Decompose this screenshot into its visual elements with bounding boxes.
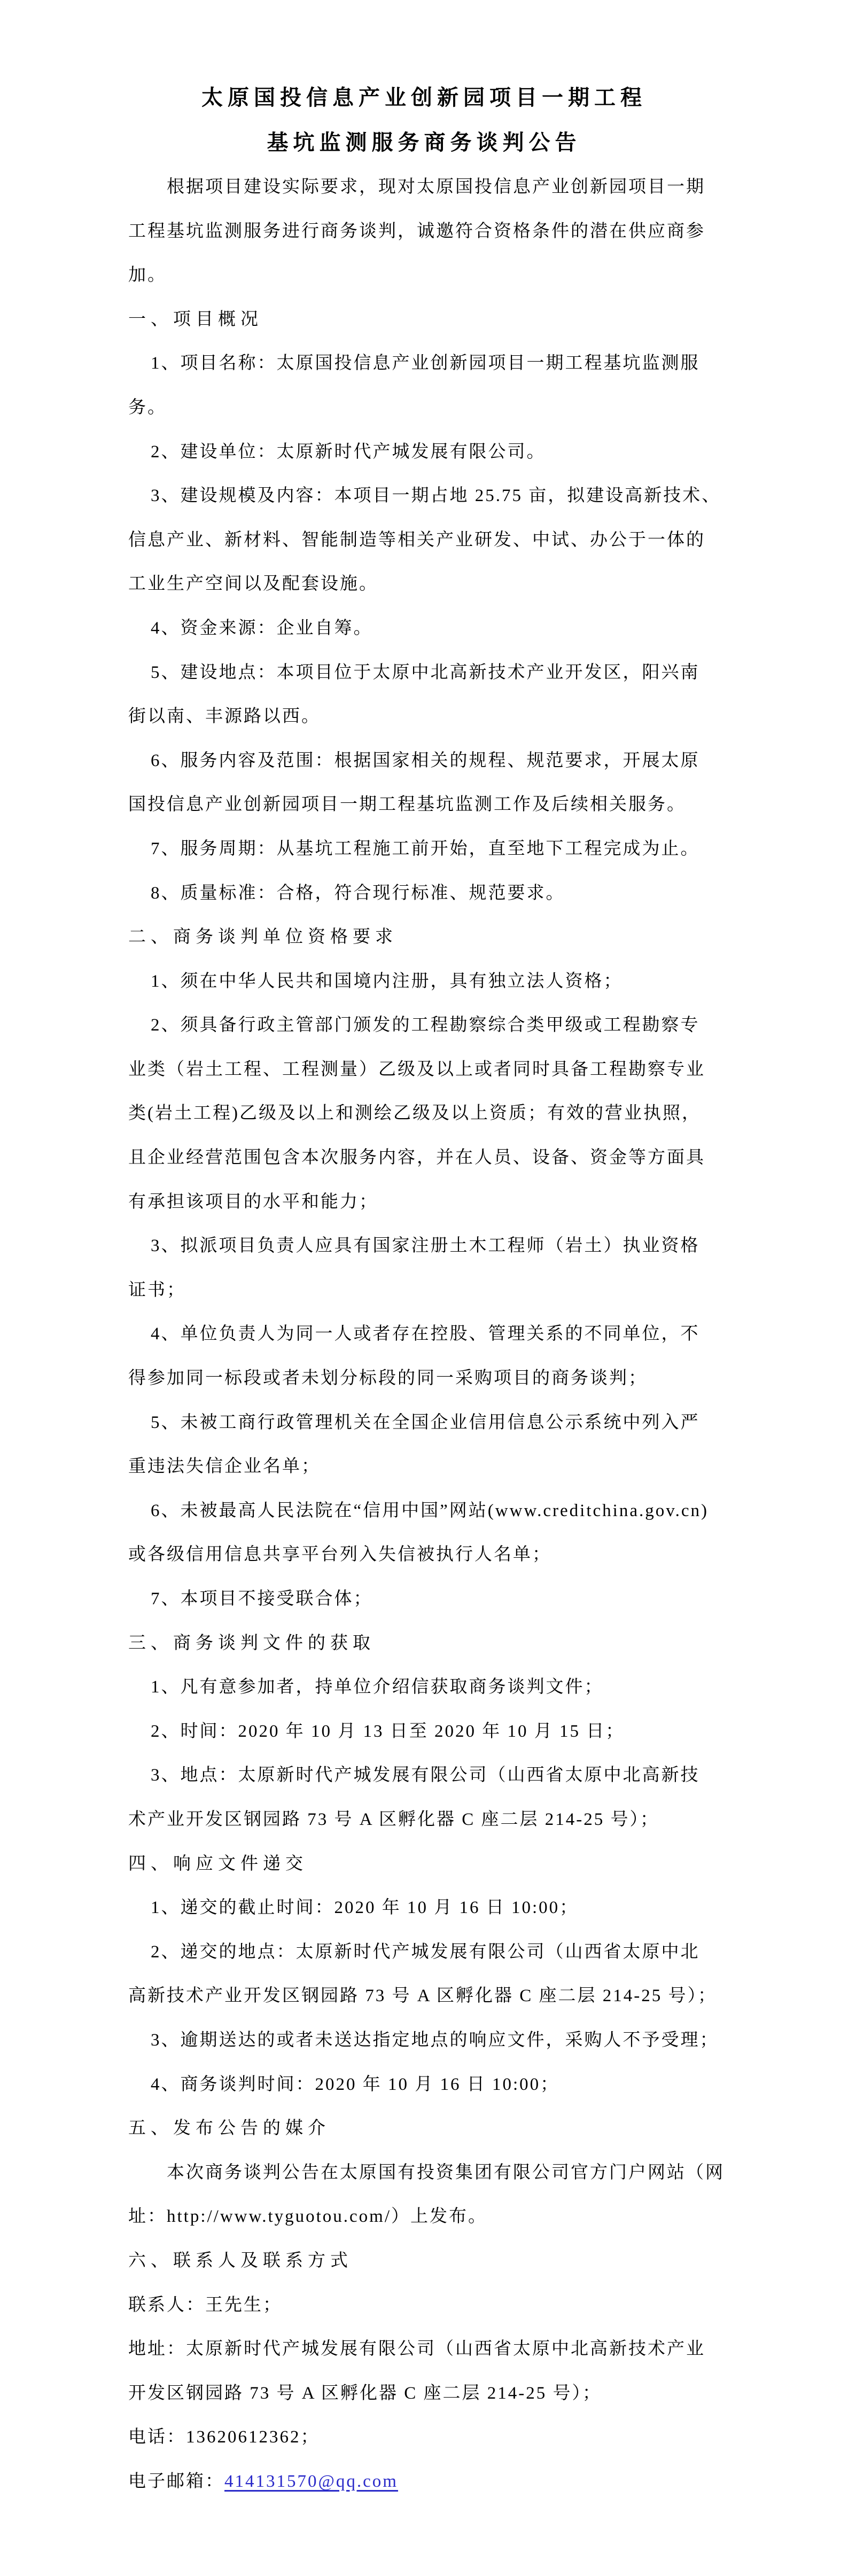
doc-line: 根据项目建设实际要求，现对太原国投信息产业创新园项目一期 — [167, 177, 705, 197]
doc-line: 2、建设单位：太原新时代产城发展有限公司。 — [151, 442, 546, 462]
doc-line: 6、服务内容及范围：根据国家相关的规程、规范要求，开展太原 — [151, 751, 700, 770]
document-title-line-1: 太原国投信息产业创新园项目一期工程 — [201, 85, 647, 110]
doc-line: 开发区钢园路 73 号 A 区孵化器 C 座二层 214-25 号）； — [128, 2383, 602, 2403]
doc-line: 1、递交的截止时间：2020 年 10 月 16 日 10:00； — [151, 1898, 579, 1918]
doc-line: 工业生产空间以及配套设施。 — [128, 574, 378, 594]
doc-line: 工程基坑监测服务进行商务谈判，诚邀符合资格条件的潜在供应商参 — [128, 221, 705, 241]
doc-line: 务。 — [128, 397, 167, 417]
doc-line: 7、本项目不接受联合体； — [151, 1589, 373, 1609]
doc-line: 术产业开发区钢园路 73 号 A 区孵化器 C 座二层 214-25 号）； — [128, 1809, 660, 1829]
doc-line: 1、须在中华人民共和国境内注册，具有独立法人资格； — [151, 971, 623, 991]
doc-line: 街以南、丰源路以西。 — [128, 707, 321, 727]
section-heading: 一、项目概况 — [128, 309, 263, 329]
doc-line: 5、未被工商行政管理机关在全国企业信用信息公示系统中列入严 — [151, 1412, 700, 1432]
doc-line: 且企业经营范围包含本次服务内容，并在人员、设备、资金等方面具 — [128, 1148, 705, 1168]
doc-line: 2、递交的地点：太原新时代产城发展有限公司（山西省太原中北 — [151, 1942, 700, 1962]
section-heading: 六、联系人及联系方式 — [128, 2251, 353, 2270]
doc-line: 业类（岩土工程、工程测量）乙级及以上或者同时具备工程勘察专业 — [128, 1059, 705, 1079]
doc-line: 5、建设地点：本项目位于太原中北高新技术产业开发区，阳兴南 — [151, 662, 700, 682]
doc-line: 3、地点：太原新时代产城发展有限公司（山西省太原中北高新技 — [151, 1766, 700, 1785]
doc-line: 3、建设规模及内容：本项目一期占地 25.75 亩，拟建设高新技术、 — [151, 486, 721, 506]
doc-line: 6、未被最高人民法院在“信用中国”网站(www.creditchina.gov.cn) — [151, 1501, 709, 1520]
doc-line: 3、拟派项目负责人应具有国家注册土木工程师（岩土）执业资格 — [151, 1236, 700, 1256]
doc-line: 1、凡有意参加者，持单位介绍信获取商务谈判文件； — [151, 1677, 604, 1697]
doc-line: 7、服务周期：从基坑工程施工前开始，直至地下工程完成为止。 — [151, 839, 700, 858]
email-label: 电子邮箱： — [128, 2471, 224, 2491]
doc-line: 址：http://www.tyguotou.com/）上发布。 — [128, 2207, 488, 2227]
doc-line: 得参加同一标段或者未划分标段的同一采购项目的商务谈判； — [128, 1369, 648, 1388]
doc-line: 或各级信用信息共享平台列入失信被执行人名单； — [128, 1545, 551, 1565]
section-heading: 二、商务谈判单位资格要求 — [128, 927, 398, 947]
doc-line: 加。 — [128, 266, 167, 285]
doc-line: 联系人：王先生； — [128, 2295, 282, 2315]
doc-line: 重违法失信企业名单； — [128, 1457, 321, 1477]
doc-line: 2、须具备行政主管部门颁发的工程勘察综合类甲级或工程勘察专 — [151, 1016, 700, 1035]
doc-line: 4、资金来源：企业自筹。 — [151, 618, 373, 638]
email-line — [128, 2460, 848, 2504]
doc-line: 4、商务谈判时间：2020 年 10 月 16 日 10:00； — [151, 2074, 560, 2094]
doc-line: 有承担该项目的水平和能力； — [128, 1192, 378, 1212]
doc-line: 类(岩土工程)乙级及以上和测绘乙级及以上资质；有效的营业执照， — [128, 1104, 701, 1123]
section-heading: 四、响应文件递交 — [128, 1854, 308, 1874]
doc-line: 3、逾期送达的或者未送达指定地点的响应文件，采购人不予受理； — [151, 2030, 719, 2050]
doc-line: 高新技术产业开发区钢园路 73 号 A 区孵化器 C 座二层 214-25 号）； — [128, 1986, 718, 2006]
document-body — [128, 165, 848, 2503]
section-heading: 三、商务谈判文件的获取 — [128, 1633, 375, 1653]
doc-line: 1、项目名称：太原国投信息产业创新园项目一期工程基坑监测服 — [151, 354, 700, 373]
section-heading: 五、发布公告的媒介 — [128, 2119, 330, 2138]
doc-line: 国投信息产业创新园项目一期工程基坑监测工作及后续相关服务。 — [128, 795, 686, 815]
doc-line: 地址：太原新时代产城发展有限公司（山西省太原中北高新技术产业 — [128, 2339, 705, 2359]
doc-line: 证书； — [128, 1280, 186, 1300]
doc-line: 电话：13620612362； — [128, 2427, 320, 2447]
doc-line: 8、质量标准：合格，符合现行标准、规范要求。 — [151, 883, 565, 903]
document-title-line-2: 基坑监测服务商务谈判公告 — [267, 130, 581, 154]
doc-line: 信息产业、新材料、智能制造等相关产业研发、中试、办公于一体的 — [128, 530, 705, 550]
email-link[interactable]: 414131570@qq.com — [224, 2471, 398, 2491]
doc-line: 本次商务谈判公告在太原国有投资集团有限公司官方门户网站（网 — [167, 2163, 725, 2182]
doc-line: 4、单位负责人为同一人或者存在控股、管理关系的不同单位，不 — [151, 1324, 700, 1344]
doc-line: 2、时间：2020 年 10 月 13 日至 2020 年 10 月 15 日； — [151, 1721, 625, 1741]
